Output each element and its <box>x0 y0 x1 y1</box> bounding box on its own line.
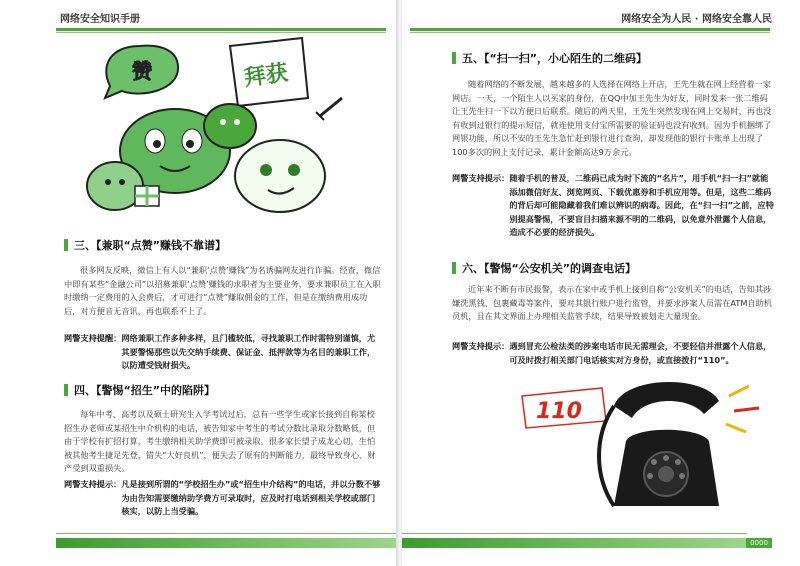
section-marker <box>64 239 68 251</box>
sign-zan-text: 赞 <box>132 59 152 83</box>
left-page <box>0 0 398 566</box>
tip-text: 凡是接到所谓的“学校招生办”或“招生中介结构”的电话，并以分数不够为由告知需要缴纳助学费方可录取时，应及时打电话到相关学校或部门核实，以防上当受骗。 <box>121 479 381 516</box>
tip-label: 网警支持提示： <box>452 341 510 351</box>
header-rule-thin <box>56 32 386 33</box>
section-4-tip <box>64 478 382 519</box>
section-marker <box>452 52 456 64</box>
section-4-title-text: 四、【警惕“招生”中的陷阱】 <box>74 384 215 397</box>
section-6-body: 近年来不断有市民报警，表示在家中或手机上接到自称“公安机关”的电话，告知其涉嫌洗黑钱、包裹藏毒等案件，要对其银行账户进行监管，并要求涉案人员需在ATM自助机员机，且在其文界面上办理相关监管手续，结果导致被划走大量现金。 <box>452 284 772 321</box>
mascot-white <box>235 140 325 212</box>
section-marker <box>64 384 68 396</box>
section-3-title <box>64 237 226 253</box>
section-3-title-text: 三、【兼职“点赞”赚钱不靠谱】 <box>74 239 226 252</box>
tip-label: 网警支持提醒： <box>64 333 122 343</box>
tip-text: 遇到冒充公检法类的涉案电话市民无需理会，不要轻信并泄露个人信息，可及时拨打相关部门电话核实对方身份，或直接拨打“110”。 <box>509 341 772 365</box>
section-4-title <box>64 382 215 398</box>
section-5-title <box>452 50 647 66</box>
header-rule-thin <box>410 32 770 33</box>
footer-band <box>402 538 747 548</box>
section-5-title-text: 五、【“扫一扫”，小心陌生的二维码】 <box>462 52 647 65</box>
tip-label: 网警支持提示： <box>452 173 510 183</box>
sign-baihuo-text: 拜获 <box>242 60 290 92</box>
mascot-small-right <box>204 104 256 148</box>
ringing-lines-icon <box>726 386 759 432</box>
section-4-body: 每年中考、高考以及硕士研究生入学考试过后，总有一些学生或家长接到自称某校招生办老师或某招生中介机构的电话，被告知家中考生的考试分数比录取分数略低，但由于学校有扩招打算，考生缴纳相关助学费即可被录取。很多家长望子成龙心切，生怕被其他考生捷足先登，错失“大好良机”，便失去了原有的判断能力，最终导致身心、财产受到双重损失。 <box>64 409 376 473</box>
sword-icon <box>316 98 342 120</box>
section-5-tip <box>452 172 774 240</box>
right-page <box>402 0 800 566</box>
banner-baihuo <box>230 38 308 106</box>
phone-110-illustration <box>514 366 764 516</box>
running-head-left: 网络安全知识手册 <box>60 14 140 25</box>
page-number: 0000 <box>746 538 772 548</box>
badge-110-text: 110 <box>536 399 582 424</box>
header-rule <box>410 28 770 31</box>
header-rule <box>56 28 386 31</box>
section-3-body: 很多网友反映，微信上有人以“兼职‘点赞’赚钱”为名诱骗网友进行诈骗。经查，微信中即有某些“金融公司”以招募兼职‘点赞’赚钱的求职者为主要业务，要求兼职员工在入职时缴纳一定费用的入会费后，才可进行“点赞”赚取佣金的工作，但是在缴纳费用成功后，对方便音无音讯，再也联系不上了。 <box>64 265 381 316</box>
footer-rule-thin <box>402 533 747 534</box>
speech-bubble-zan <box>105 46 178 98</box>
section-marker <box>452 262 456 274</box>
running-head-right: 网络安全为人民 · 网络安全靠人民 <box>621 14 772 25</box>
section-6-title-text: 六、【警惕“公安机关”的调查电话】 <box>462 262 636 275</box>
section-6-title <box>452 260 636 276</box>
rotary-phone-icon <box>599 382 719 506</box>
badge-110 <box>522 388 606 428</box>
section-5-body: 随着网络的不断发展，越来越多的人选择在网络上开店，王先生就在网上经营着一家网店。一天，一个陌生人以买家的身份，在QQ中加王先生为好友，同时发来一张二维码让王先生扫一下以方便日后联系。随后的两天里，王先生突然发现在网上交易时，再也没有收到过银行的提示短信，就连使用支付宝所需要的验证码也没有收到。因为手机捆绑了网银功能，所以不安的王先生急忙赶到银行进行查询，却发现他的银行卡账单上出现了100多次的网上支付记录，累计金额高达9万余元。 <box>452 79 772 157</box>
section-6-tip <box>452 340 774 367</box>
tip-text: 网络兼职工作多种多样，且门槛较低，寻找兼职工作时需特别谨慎，尤其要警惕那些以先交纳手续费、保证金、抵押款等为名目的兼职工作，以防遭受钱财损失。 <box>121 333 376 370</box>
gift-box-icon <box>135 186 159 206</box>
footer-band <box>56 538 398 548</box>
tip-label: 网警支持提示： <box>64 479 122 489</box>
footer-rule-thin <box>56 533 398 534</box>
section-3-tip <box>64 332 382 373</box>
tip-text: 随着手机的普及，二维码已成为时下流的“名片”，用手机“扫一扫”就能添加微信好友、浏览网页、下载优惠券和手机应用等。但是，这些二维码的背后却可能隐藏着我们难以辨识的病毒。因此，在“扫一扫”之前，应特别提高警惕，不要盲目扫描来源不明的二维码，以免意外泄露个人信息，造成不必要的经济损失。 <box>509 173 774 237</box>
like-mascots-illustration <box>80 36 350 226</box>
